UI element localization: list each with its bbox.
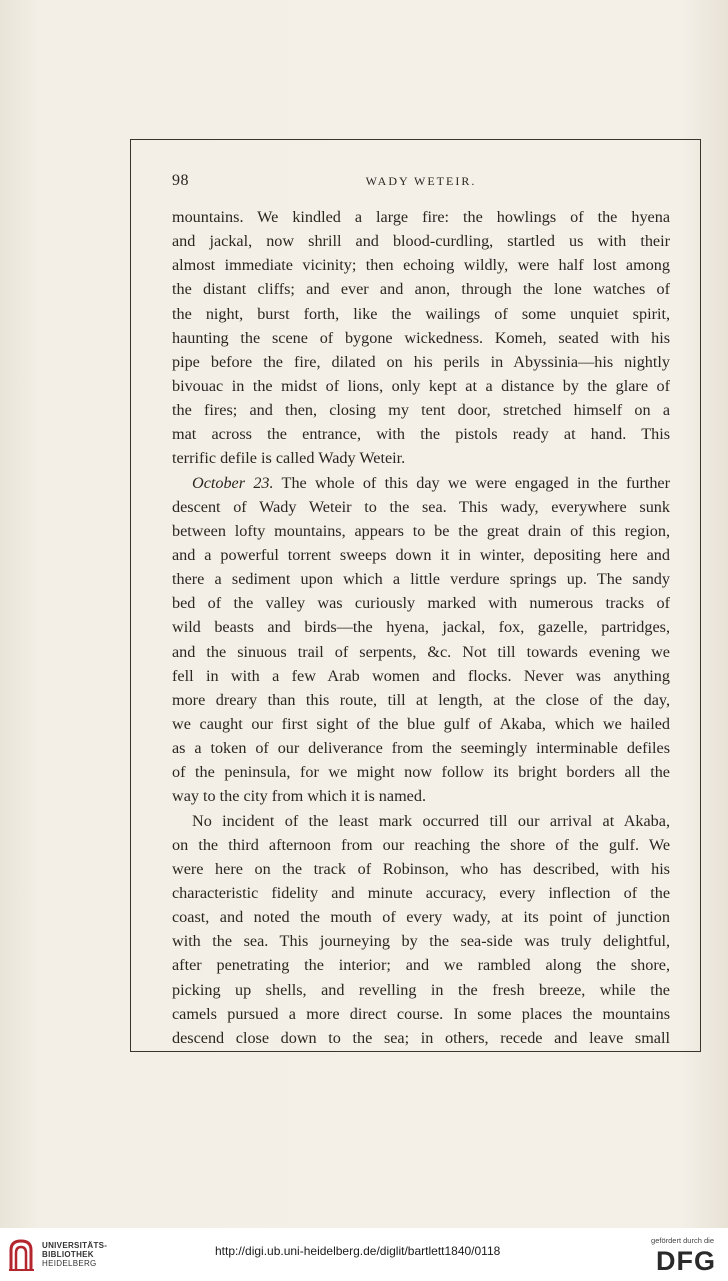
- text-line: pipe before the fire, dilated on his perils in Abyssinia—his nightly: [172, 352, 670, 371]
- text-line: almost immediate vicinity; then echoing wildly, were half lost among: [172, 256, 670, 275]
- running-title: WADY WETEIR.: [365, 174, 477, 188]
- text-line: between lofty mountains, appears to be the great drain of this region,: [172, 521, 670, 540]
- text-line: more dreary than this route, till at length, at the close of the day,: [172, 690, 670, 709]
- running-head: [172, 172, 670, 194]
- text-line: wild beasts and birds—the hyena, jackal, fox, gazelle, partridges,: [172, 618, 670, 637]
- funded-by-label: gefördert durch die: [651, 1236, 714, 1245]
- text-line: mat across the entrance, with the pistols ready at hand. This: [172, 425, 670, 444]
- text-line: and the sinuous trail of serpents, &c. Not till towards evening we: [172, 642, 670, 661]
- text-line: characteristic fidelity and minute accuracy, every inflection of the: [172, 883, 670, 902]
- page-number: 98: [172, 172, 189, 189]
- text-line: way to the city from which it is named.: [172, 787, 426, 806]
- text-line: bivouac in the midst of lions, only kept at a distance by the glare of: [172, 376, 670, 395]
- text-line: there a sediment upon which a little verdure springs up. The sandy: [172, 570, 670, 589]
- text-line: the distant cliffs; and ever and anon, through the lone watches of: [172, 280, 670, 299]
- text-line: coast, and noted the mouth of every wady, at its point of junction: [172, 908, 670, 927]
- body-text: [172, 205, 670, 1050]
- text-line: of the peninsula, for we might now follow its bright borders all the: [172, 763, 670, 782]
- text-line: and a powerful torrent sweeps down it in winter, depositing here and: [172, 545, 670, 564]
- dfg-logo: DFG: [656, 1246, 716, 1276]
- university-library-logo: [8, 1236, 35, 1274]
- text-line: No incident of the least mark occurred till our arrival at Akaba,: [192, 811, 670, 830]
- diary-date: October 23.: [192, 473, 274, 492]
- text-line: with the sea. This journeying by the sea-side was truly delightful,: [172, 932, 670, 951]
- text-line: and jackal, now shrill and blood-curdling, startled us with their: [172, 232, 670, 251]
- text-line: after penetrating the interior; and we rambled along the shore,: [172, 956, 670, 975]
- text-line: the fires; and then, closing my tent door, stretched himself on a: [172, 401, 670, 420]
- text-line: on the third afternoon from our reaching the shore of the gulf. We: [172, 835, 670, 854]
- text-line: descent of Wady Weteir to the sea. This wady, everywhere sunk: [172, 497, 670, 516]
- text-line: as a token of our deliverance from the seemingly interminable defiles: [172, 739, 670, 758]
- text-line: camels pursued a more direct course. In some places the mountains: [172, 1004, 670, 1023]
- text-line: October 23. The whole of this day we were engaged in the further: [192, 473, 670, 492]
- text-line: haunting the scene of bygone wickedness. Komeh, seated with his: [172, 328, 670, 347]
- permalink-url[interactable]: http://digi.ub.uni-heidelberg.de/diglit/bartlett1840/0118: [215, 1244, 501, 1258]
- text-line: were here on the track of Robinson, who has described, with his: [172, 859, 670, 878]
- text-line: mountains. We kindled a large fire: the howlings of the hyena: [172, 208, 670, 226]
- text-line: we caught our first sight of the blue gulf of Akaba, which we hailed: [172, 714, 670, 733]
- text-line: picking up shells, and revelling in the fresh breeze, while the: [172, 980, 670, 999]
- university-library-name: UNIVERSITÄTS- BIBLIOTHEK HEIDELBERG: [42, 1241, 108, 1268]
- text-line: fell in with a few Arab women and flocks. Never was anything: [172, 666, 670, 685]
- text-line: bed of the valley was curiously marked with numerous tracks of: [172, 594, 670, 613]
- text-line: terrific defile is called Wady Weteir.: [172, 449, 406, 468]
- text-line: the night, burst forth, like the wailings of some unquiet spirit,: [172, 304, 670, 323]
- text-line: descend close down to the sea; in others, recede and leave small: [172, 1028, 670, 1047]
